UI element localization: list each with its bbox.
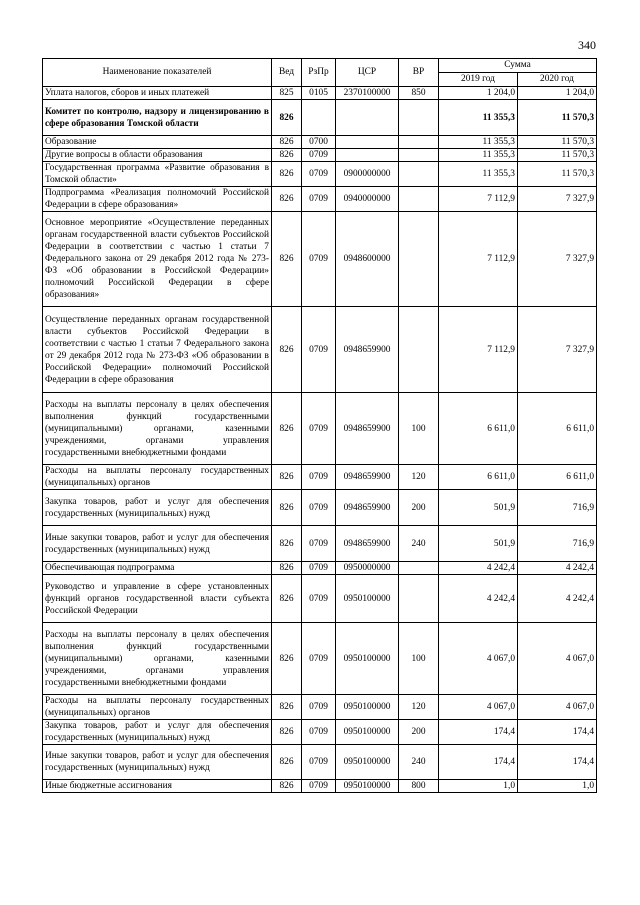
cell-rzpr: 0700 bbox=[302, 136, 336, 149]
cell-name: Государственная программа «Развитие образования в Томской области» bbox=[43, 162, 272, 187]
cell-vr bbox=[399, 187, 439, 212]
cell-vr: 120 bbox=[399, 465, 439, 490]
table-row bbox=[43, 187, 597, 212]
cell-name: Основное мероприятие «Осуществление переданных органам государственной власти субъектов Российской Федерации в соответствии с частью 1 статьи 7 Федерального закона от 29 декабря 2012 года № 273-ФЗ «Об образовании в Российской Федерации» полномочий Российской Федерации в сфере образования» bbox=[43, 212, 272, 307]
cell-name: Другие вопросы в области образования bbox=[43, 149, 272, 162]
cell-csr: 0950100000 bbox=[336, 720, 399, 745]
cell-csr: 0948659900 bbox=[336, 307, 399, 393]
cell-2020: 11 570,3 bbox=[518, 136, 597, 149]
cell-vr: 800 bbox=[399, 780, 439, 793]
budget-table bbox=[42, 58, 597, 793]
cell-csr: 0950000000 bbox=[336, 562, 399, 575]
cell-ved: 826 bbox=[272, 575, 302, 623]
cell-vr: 200 bbox=[399, 720, 439, 745]
cell-2020: 174,4 bbox=[518, 745, 597, 780]
cell-rzpr: 0709 bbox=[302, 623, 336, 695]
cell-ved: 826 bbox=[272, 562, 302, 575]
cell-2020: 7 327,9 bbox=[518, 187, 597, 212]
table-row bbox=[43, 490, 597, 526]
cell-name: Комитет по контролю, надзору и лицензированию в сфере образования Томской области bbox=[43, 100, 272, 136]
table-row bbox=[43, 720, 597, 745]
cell-ved: 826 bbox=[272, 720, 302, 745]
cell-2019: 7 112,9 bbox=[439, 307, 518, 393]
cell-vr: 240 bbox=[399, 526, 439, 562]
cell-name: Иные закупки товаров, работ и услуг для обеспечения государственных (муниципальных) нужд bbox=[43, 526, 272, 562]
cell-2020: 4 242,4 bbox=[518, 575, 597, 623]
cell-2019: 174,4 bbox=[439, 720, 518, 745]
cell-csr bbox=[336, 136, 399, 149]
header-sum: Сумма bbox=[439, 59, 597, 73]
cell-2019: 1 204,0 bbox=[439, 87, 518, 100]
table-row bbox=[43, 212, 597, 307]
cell-csr: 0950100000 bbox=[336, 745, 399, 780]
cell-csr: 0950100000 bbox=[336, 623, 399, 695]
cell-ved: 826 bbox=[272, 780, 302, 793]
table-row bbox=[43, 623, 597, 695]
table-row bbox=[43, 562, 597, 575]
cell-ved: 826 bbox=[272, 526, 302, 562]
cell-name: Обеспечивающая подпрограмма bbox=[43, 562, 272, 575]
table-row bbox=[43, 162, 597, 187]
cell-2020: 4 242,4 bbox=[518, 562, 597, 575]
cell-2019: 11 355,3 bbox=[439, 149, 518, 162]
cell-name: Образование bbox=[43, 136, 272, 149]
cell-rzpr: 0709 bbox=[302, 149, 336, 162]
cell-vr bbox=[399, 162, 439, 187]
cell-csr: 0950100000 bbox=[336, 575, 399, 623]
cell-csr bbox=[336, 149, 399, 162]
cell-name: Руководство и управление в сфере установленных функций органов государственной власти субъекта Российской Федерации bbox=[43, 575, 272, 623]
table-row bbox=[43, 575, 597, 623]
cell-rzpr: 0709 bbox=[302, 162, 336, 187]
cell-vr: 120 bbox=[399, 695, 439, 720]
cell-2020: 7 327,9 bbox=[518, 212, 597, 307]
cell-ved: 825 bbox=[272, 87, 302, 100]
cell-ved: 826 bbox=[272, 623, 302, 695]
header-ved: Вед bbox=[272, 59, 302, 87]
cell-2019: 501,9 bbox=[439, 526, 518, 562]
cell-rzpr bbox=[302, 100, 336, 136]
table-row bbox=[43, 393, 597, 465]
cell-name: Расходы на выплаты персоналу государственных (муниципальных) органов bbox=[43, 465, 272, 490]
table-row bbox=[43, 780, 597, 793]
cell-ved: 826 bbox=[272, 212, 302, 307]
header-year-2019: 2019 год bbox=[439, 73, 518, 87]
cell-rzpr: 0709 bbox=[302, 745, 336, 780]
cell-2019: 1,0 bbox=[439, 780, 518, 793]
table-row bbox=[43, 87, 597, 100]
cell-2020: 1,0 bbox=[518, 780, 597, 793]
header-year-2020: 2020 год bbox=[518, 73, 597, 87]
table-row bbox=[43, 695, 597, 720]
table-row bbox=[43, 100, 597, 136]
cell-csr: 0900000000 bbox=[336, 162, 399, 187]
cell-2019: 4 067,0 bbox=[439, 623, 518, 695]
cell-2020: 716,9 bbox=[518, 490, 597, 526]
cell-ved: 826 bbox=[272, 695, 302, 720]
cell-rzpr: 0709 bbox=[302, 393, 336, 465]
cell-2019: 11 355,3 bbox=[439, 162, 518, 187]
cell-2020: 6 611,0 bbox=[518, 393, 597, 465]
cell-name: Осуществление переданных органам государственной власти субъектов Российской Федерации в соответствии с частью 1 статьи 7 Федерального закона от 29 декабря 2012 года № 273-ФЗ «Об образовании в Российской Федерации» полномочий Российской Федерации в сфере образования bbox=[43, 307, 272, 393]
cell-rzpr: 0709 bbox=[302, 562, 336, 575]
cell-vr: 240 bbox=[399, 745, 439, 780]
cell-vr bbox=[399, 307, 439, 393]
cell-vr bbox=[399, 149, 439, 162]
cell-rzpr: 0709 bbox=[302, 695, 336, 720]
header-rzpr: РзПр bbox=[302, 59, 336, 87]
cell-2020: 7 327,9 bbox=[518, 307, 597, 393]
cell-2020: 174,4 bbox=[518, 720, 597, 745]
table-body bbox=[43, 87, 597, 793]
cell-2020: 4 067,0 bbox=[518, 623, 597, 695]
cell-2020: 6 611,0 bbox=[518, 465, 597, 490]
cell-ved: 826 bbox=[272, 393, 302, 465]
cell-vr bbox=[399, 562, 439, 575]
cell-ved: 826 bbox=[272, 465, 302, 490]
cell-csr: 0950100000 bbox=[336, 780, 399, 793]
cell-ved: 826 bbox=[272, 187, 302, 212]
cell-rzpr: 0709 bbox=[302, 780, 336, 793]
cell-csr: 0948600000 bbox=[336, 212, 399, 307]
cell-2019: 6 611,0 bbox=[439, 465, 518, 490]
cell-name: Расходы на выплаты персоналу в целях обеспечения выполнения функций государственными (муниципальными) органами, казенными учреждениями, органами управления государственными внебюджетными фондами bbox=[43, 393, 272, 465]
cell-csr: 0940000000 bbox=[336, 187, 399, 212]
cell-2019: 11 355,3 bbox=[439, 136, 518, 149]
cell-ved: 826 bbox=[272, 136, 302, 149]
cell-rzpr: 0709 bbox=[302, 526, 336, 562]
cell-vr bbox=[399, 575, 439, 623]
cell-name: Иные бюджетные ассигнования bbox=[43, 780, 272, 793]
table-row bbox=[43, 307, 597, 393]
cell-rzpr: 0105 bbox=[302, 87, 336, 100]
cell-name: Расходы на выплаты персоналу государственных (муниципальных) органов bbox=[43, 695, 272, 720]
cell-rzpr: 0709 bbox=[302, 465, 336, 490]
cell-csr bbox=[336, 100, 399, 136]
cell-rzpr: 0709 bbox=[302, 187, 336, 212]
cell-ved: 826 bbox=[272, 745, 302, 780]
header-vr: ВР bbox=[399, 59, 439, 87]
cell-2019: 7 112,9 bbox=[439, 187, 518, 212]
cell-rzpr: 0709 bbox=[302, 720, 336, 745]
header-csr: ЦСР bbox=[336, 59, 399, 87]
cell-name: Расходы на выплаты персоналу в целях обеспечения выполнения функций государственными (муниципальными) органами, казенными учреждениями, органами управления государственными внебюджетными фондами bbox=[43, 623, 272, 695]
cell-rzpr: 0709 bbox=[302, 575, 336, 623]
cell-vr bbox=[399, 100, 439, 136]
cell-2020: 11 570,3 bbox=[518, 100, 597, 136]
cell-ved: 826 bbox=[272, 162, 302, 187]
cell-vr: 100 bbox=[399, 393, 439, 465]
cell-ved: 826 bbox=[272, 490, 302, 526]
cell-2020: 716,9 bbox=[518, 526, 597, 562]
header-name: Наименование показателей bbox=[43, 59, 272, 87]
cell-name: Закупка товаров, работ и услуг для обеспечения государственных (муниципальных) нужд bbox=[43, 490, 272, 526]
cell-2019: 6 611,0 bbox=[439, 393, 518, 465]
cell-name: Уплата налогов, сборов и иных платежей bbox=[43, 87, 272, 100]
cell-csr: 0948659900 bbox=[336, 526, 399, 562]
cell-2019: 4 067,0 bbox=[439, 695, 518, 720]
cell-vr bbox=[399, 136, 439, 149]
cell-rzpr: 0709 bbox=[302, 307, 336, 393]
cell-csr: 0950100000 bbox=[336, 695, 399, 720]
cell-2019: 7 112,9 bbox=[439, 212, 518, 307]
page-number: 340 bbox=[578, 38, 596, 52]
cell-2019: 11 355,3 bbox=[439, 100, 518, 136]
cell-vr: 100 bbox=[399, 623, 439, 695]
cell-2020: 11 570,3 bbox=[518, 162, 597, 187]
cell-name: Подпрограмма «Реализация полномочий Российской Федерации в сфере образования» bbox=[43, 187, 272, 212]
cell-csr: 0948659900 bbox=[336, 465, 399, 490]
cell-csr: 0948659900 bbox=[336, 393, 399, 465]
cell-csr: 0948659900 bbox=[336, 490, 399, 526]
cell-2019: 174,4 bbox=[439, 745, 518, 780]
cell-2020: 11 570,3 bbox=[518, 149, 597, 162]
cell-2019: 4 242,4 bbox=[439, 575, 518, 623]
cell-vr bbox=[399, 212, 439, 307]
cell-ved: 826 bbox=[272, 307, 302, 393]
table-row bbox=[43, 465, 597, 490]
cell-csr: 2370100000 bbox=[336, 87, 399, 100]
cell-ved: 826 bbox=[272, 100, 302, 136]
table-header bbox=[43, 59, 597, 87]
table-row bbox=[43, 136, 597, 149]
cell-rzpr: 0709 bbox=[302, 490, 336, 526]
cell-2019: 4 242,4 bbox=[439, 562, 518, 575]
cell-2020: 4 067,0 bbox=[518, 695, 597, 720]
cell-2020: 1 204,0 bbox=[518, 87, 597, 100]
table-row bbox=[43, 149, 597, 162]
table-row bbox=[43, 526, 597, 562]
cell-rzpr: 0709 bbox=[302, 212, 336, 307]
cell-vr: 200 bbox=[399, 490, 439, 526]
cell-name: Закупка товаров, работ и услуг для обеспечения государственных (муниципальных) нужд bbox=[43, 720, 272, 745]
table-row bbox=[43, 745, 597, 780]
cell-2019: 501,9 bbox=[439, 490, 518, 526]
cell-vr: 850 bbox=[399, 87, 439, 100]
cell-name: Иные закупки товаров, работ и услуг для обеспечения государственных (муниципальных) нужд bbox=[43, 745, 272, 780]
cell-ved: 826 bbox=[272, 149, 302, 162]
